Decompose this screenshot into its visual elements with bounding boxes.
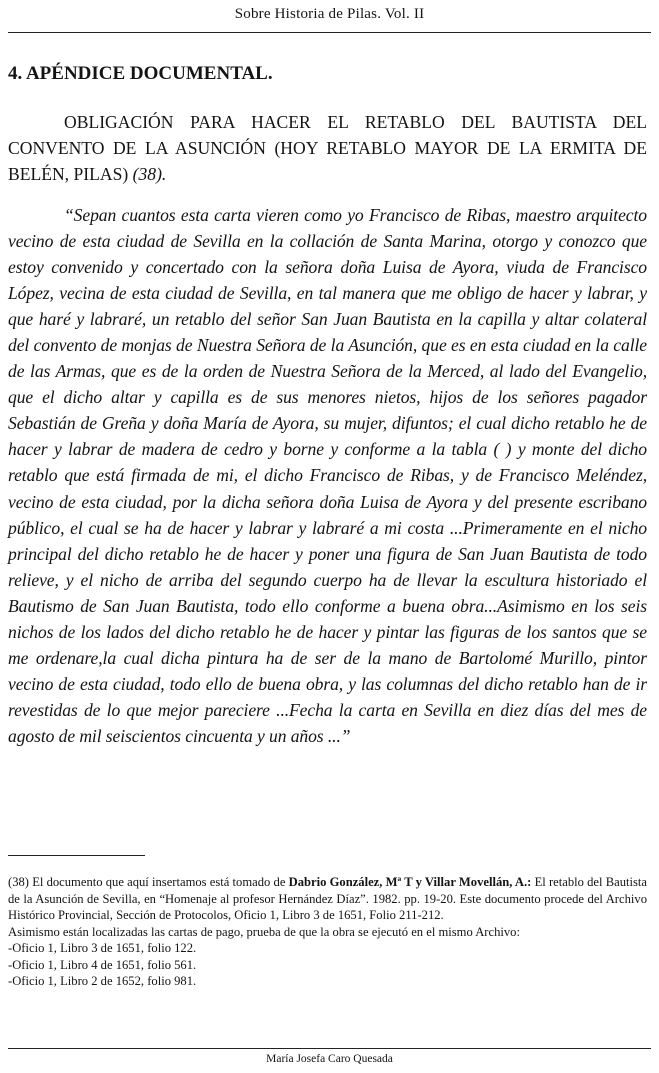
footnote-authors: Dabrio González, Mª T y Villar Movellán, A.: (288, 875, 532, 889)
footnote-number: (38) (8, 875, 29, 889)
footnote-reference-text: El retablo del Bautista de la Asunción de Sevilla, en “Homenaje al profesor Hernández Díaz”. 1982. pp. 19-20. Este documento procede del Archivo Histórico Provincial, Sección de Protocolos, Oficio 1, Libro 3 de 1651, Folio 211-212. (8, 875, 647, 922)
footnote-separator (8, 855, 145, 856)
footnote-entry: -Oficio 1, Libro 2 de 1652, folio 981. (8, 974, 197, 988)
footnote-38 (8, 874, 647, 990)
document-title-text: OBLIGACIÓN PARA HACER EL RETABLO DEL BAUTISTA DEL CONVENTO DE LA ASUNCIÓN (HOY RETABLO MAYOR DE LA ERMITA DE BELÉN, PILAS) (8, 112, 647, 184)
section-title: 4. APÉNDICE DOCUMENTAL. (8, 63, 273, 84)
document-transcription: “Sepan cuantos esta carta vieren como yo Francisco de Ribas, maestro arquitecto vecino de esta ciudad de Sevilla en la collación de Santa Marina, otorgo y conozco que estoy convenido y concertado con la señora doña Luisa de Ayora, viuda de Francisco López, vecina de esta ciudad de Sevilla, en tal manera que me obligo de hacer y labrar, y que haré y labraré, un retablo del señor San Juan Bautista en la capilla y altar colateral del convento de monjas de Nuestra Señora de la Asunción, que es en esta ciudad en la calle de las Armas, que es de la orden de Nuestra Señora de la Merced, al lado del Evangelio, que el dicho altar y capilla es de sus menores nietos, hijos de los señores pagador Sebastián de Greña y doña María de Ayora, su mujer, difuntos; el cual dicho retablo he de hacer y labrar de madera de cedro y borne y conforme a la tabla ( ) y monte del dicho retablo que está firmada de mi, el dicho Francisco de Ribas, y de Francisco Meléndez, vecino de esta ciudad, por la dicha señora doña Luisa de Ayora y del presente escribano público, el cual se ha de hacer y labrar y labraré a mi costa ...Primeramente en el nicho principal del dicho retablo he de hacer y poner una figura de San Juan Bautista de todo relieve, y el nicho de arriba del segundo cuerpo ha de llevar la escultura historiado el Bautismo de San Juan Bautista, todo ello conforme a buena obra...Asimismo en los seis nichos de los lados del dicho retablo he de hacer y pintar las figuras de los santos que se me ordenare,la cual dicha pintura ha de ser de la mano de Bartolomé Murillo, pintor vecino de esta ciudad, todo ello de buena obra, y las columnas del dicho retablo han de ir revestidas de lo que mejor pareciere ...Fecha la carta en Sevilla en diez días del mes de agosto de mil seiscientos cincuenta y un años ...” (8, 205, 647, 746)
footnote-reference[interactable]: (38). (132, 164, 167, 184)
header-rule (8, 32, 651, 33)
footnote-citation (8, 874, 647, 924)
footnote-entry: -Oficio 1, Libro 4 de 1651, folio 561. (8, 957, 197, 972)
running-header: Sobre Historia de Pilas. Vol. II (234, 6, 425, 22)
footer-rule (8, 1048, 651, 1049)
document-title (8, 109, 647, 187)
running-footer: María Josefa Caro Quesada (266, 1053, 393, 1065)
footnote-intro: El documento que aquí insertamos está tomado de (32, 875, 286, 889)
footnote-payments: Asimismo están localizadas las cartas de pago, prueba de que la obra se ejecutó en el mismo Archivo: (8, 924, 520, 939)
footnote-entry: -Oficio 1, Libro 3 de 1651, folio 122. (8, 941, 197, 955)
